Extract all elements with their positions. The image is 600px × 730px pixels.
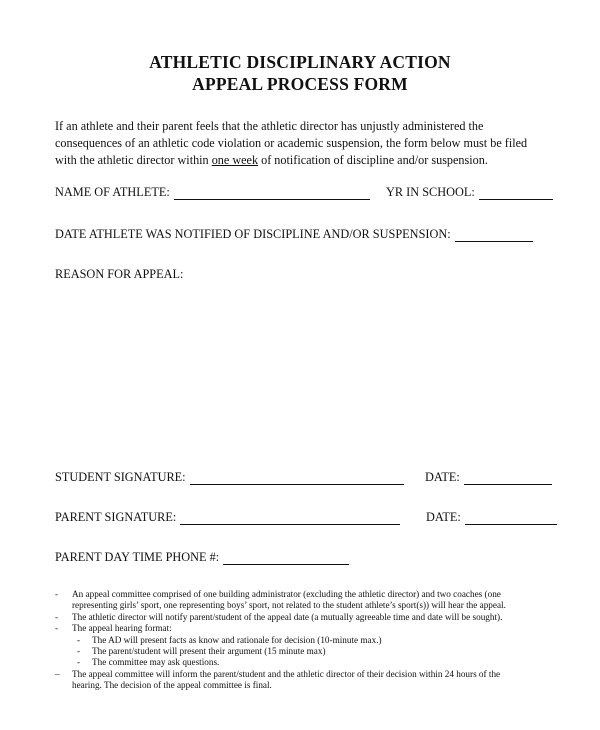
student-date-field — [425, 470, 552, 485]
yr-in-school-label: YR IN SCHOOL: — [386, 185, 475, 199]
note-item — [55, 646, 555, 657]
note-bullet: - — [77, 657, 81, 668]
note-text: representing girls’ sport, one representing boys’ sport, not related to the student athlete’s sport(s)) will hear the appeal. — [72, 600, 506, 611]
student-signature-field — [55, 470, 404, 485]
date-notified-line[interactable] — [455, 230, 533, 242]
parent-phone-line[interactable] — [223, 553, 349, 565]
name-of-athlete-label: NAME OF ATHLETE: — [55, 185, 170, 199]
reason-for-appeal-field — [55, 267, 183, 282]
note-item — [55, 623, 555, 634]
student-date-line[interactable] — [464, 473, 552, 485]
intro-line — [55, 152, 555, 169]
note-item — [55, 612, 555, 623]
note-item — [55, 657, 555, 668]
parent-date-field — [426, 510, 557, 525]
yr-in-school-field — [386, 185, 553, 200]
form-title-line2: APPEAL PROCESS FORM — [192, 74, 408, 94]
reason-for-appeal-label: REASON FOR APPEAL: — [55, 267, 184, 281]
parent-date-label: DATE: — [426, 510, 461, 524]
note-bullet: - — [55, 623, 59, 634]
parent-date-line[interactable] — [465, 513, 557, 525]
note-text: The AD will present facts as know and rationale for decision (10-minute max.) — [92, 634, 382, 645]
note-bullet: - — [77, 646, 81, 657]
intro-line: consequences of an athletic code violation or academic suspension, the form below must be filed — [55, 136, 528, 150]
note-bullet: – — [55, 668, 60, 679]
intro-text: of notification of discipline and/or suspension. — [258, 153, 488, 167]
intro-line: If an athlete and their parent feels that the athletic director has unjustly administered the — [55, 119, 484, 133]
note-item — [55, 635, 555, 646]
intro-text: with the athletic director within — [55, 153, 212, 167]
note-item — [55, 589, 555, 612]
note-text: The committee may ask questions. — [92, 657, 220, 668]
parent-phone-field — [55, 550, 349, 565]
note-bullet: - — [55, 589, 59, 599]
yr-in-school-line[interactable] — [479, 188, 553, 200]
name-of-athlete-field — [55, 185, 370, 200]
name-of-athlete-line[interactable] — [174, 188, 370, 200]
note-bullet: - — [55, 611, 59, 622]
note-text: The parent/student will present their argument (15 minute max) — [92, 646, 326, 657]
form-title-line1: ATHLETIC DISCIPLINARY ACTION — [149, 52, 451, 72]
date-notified-label: DATE ATHLETE WAS NOTIFIED OF DISCIPLINE AND/OR SUSPENSION: — [55, 227, 451, 241]
one-week-emphasis: one week — [211, 153, 259, 167]
note-text: An appeal committee comprised of one building administrator (excluding the athletic director) and two coaches (one — [72, 589, 501, 599]
parent-signature-label: PARENT SIGNATURE: — [55, 510, 177, 524]
date-notified-field — [55, 227, 533, 242]
appeal-notes-list — [55, 589, 555, 692]
note-text: hearing. The decision of the appeal committee is final. — [72, 680, 272, 691]
note-text: The appeal hearing format: — [72, 623, 172, 634]
parent-signature-field — [55, 510, 400, 525]
parent-signature-line[interactable] — [180, 513, 400, 525]
note-bullet: - — [77, 634, 81, 645]
student-date-label: DATE: — [425, 470, 460, 484]
note-text: The appeal committee will inform the parent/student and the athletic director of their decision within 24 hours of the — [72, 668, 501, 679]
intro-paragraph — [55, 118, 555, 169]
parent-phone-label: PARENT DAY TIME PHONE #: — [55, 550, 220, 564]
student-signature-label: STUDENT SIGNATURE: — [55, 470, 186, 484]
student-signature-line[interactable] — [190, 473, 404, 485]
note-text: The athletic director will notify parent/student of the appeal date (a mutually agreeable time and date will be sought). — [72, 611, 503, 622]
note-item — [55, 669, 555, 692]
